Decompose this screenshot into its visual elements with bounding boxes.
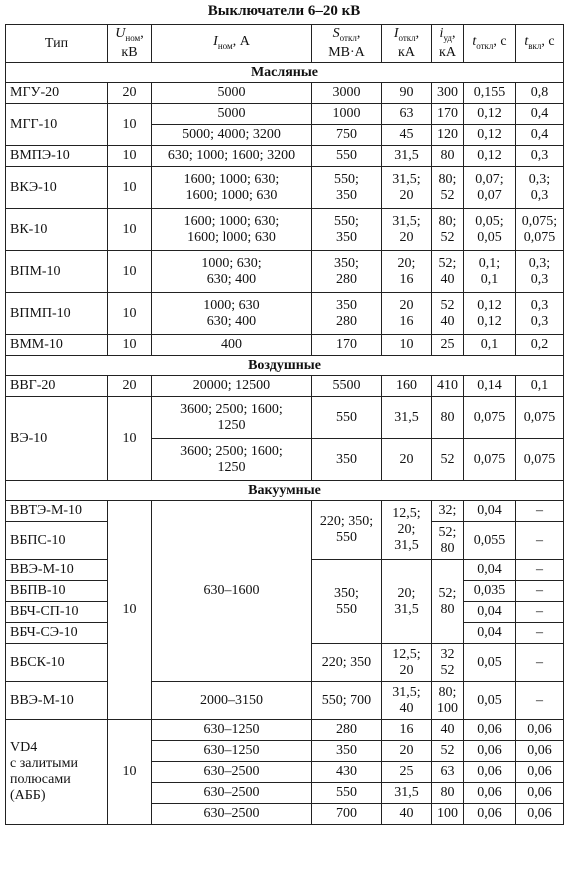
table-row: ВЭ-10 10 3600; 2500; 1600; 1250 550 31,5 80 0,075 0,075	[6, 397, 564, 439]
table-title: Выключатели 6–20 кВ	[207, 3, 361, 19]
section-air: Воздушные	[6, 356, 564, 376]
table-row: ВММ-10 10 400 170 10 25 0,1 0,2	[6, 335, 564, 356]
table-row: ВБПВ-10 0,035 –	[6, 581, 564, 602]
header-sotkl: $S_{откл}$, МВ·А	[312, 25, 382, 63]
header-iotkl: $I_{откл}$, кА	[382, 25, 432, 63]
header-iud: $i_{уд}$, кА	[432, 25, 464, 63]
table-row: 630–2500 430 25 63 0,06 0,06	[6, 762, 564, 783]
table-row: ВМПЭ-10 10 630; 1000; 1600; 3200 550 31,5 80 0,12 0,3	[6, 146, 564, 167]
table-row: МГУ-20 20 5000 3000 90 300 0,155 0,8	[6, 83, 564, 104]
table-row: 5000; 4000; 3200 750 45 120 0,12 0,4	[6, 125, 564, 146]
table-row: ВБЧ-СЭ-10 0,04 –	[6, 623, 564, 644]
table-row: ВВЭ-М-10 350; 550 20; 31,5 52; 80 0,04 –	[6, 560, 564, 581]
table-row: ВПМ-10 10 1000; 630; 630; 400 350; 280 20; 16 52; 40 0,1; 0,1 0,3; 0,3	[6, 251, 564, 293]
table-row: ВБСК-10 220; 350 12,5; 20 32 52 0,05 –	[6, 644, 564, 682]
header-tvkl: $t_{вкл}$, с	[516, 25, 564, 63]
header-totkl: $t_{откл}$, с	[464, 25, 516, 63]
table-row: 3600; 2500; 1600; 1250 350 20 52 0,075 0,075	[6, 439, 564, 481]
table-row: ВВЭ-М-10 2000–3150 550; 700 31,5; 40 80; 100 0,05 –	[6, 682, 564, 720]
table-row: ВБЧ-СП-10 0,04 –	[6, 602, 564, 623]
header-type: Тип	[6, 25, 108, 63]
header-inom: $I_{ном}$, А	[152, 25, 312, 63]
table-row: ВВТЭ-М-10 10 630–1600 220; 350; 550 12,5; 20; 31,5 32; 0,04 –	[6, 501, 564, 522]
table-row: 630–1250 350 20 52 0,06 0,06	[6, 741, 564, 762]
table-row: ВК-10 10 1600; 1000; 630; 1600; l000; 630 550; 350 31,5; 20 80; 52 0,05; 0,05 0,075; 0,075	[6, 209, 564, 251]
table-row: 630–2500 700 40 100 0,06 0,06	[6, 804, 564, 825]
section-oil: Масляные	[6, 63, 564, 83]
table-row: ВВГ-20 20 20000; 12500 5500 160 410 0,14 0,1	[6, 376, 564, 397]
breakers-table	[5, 24, 564, 825]
table-row: МГГ-10 10 5000 1000 63 170 0,12 0,4	[6, 104, 564, 125]
header-unom: $U_{ном}$, кВ	[108, 25, 152, 63]
table-row: ВБПС-10 52; 80 0,055 –	[6, 522, 564, 560]
table-row: ВПМП-10 10 1000; 630 630; 400 350 280 20 16 52 40 0,12 0,12 0,3 0,3	[6, 293, 564, 335]
section-vacuum: Вакуумные	[6, 481, 564, 501]
header-row	[6, 25, 564, 63]
table-row: VD4 с залитыми полюсами (АББ) 10 630–1250 280 16 40 0,06 0,06	[6, 720, 564, 741]
table-row: 630–2500 550 31,5 80 0,06 0,06	[6, 783, 564, 804]
table-row: ВКЭ-10 10 1600; 1000; 630; 1600; 1000; 630 550; 350 31,5; 20 80; 52 0,07; 0,07 0,3; 0,3	[6, 167, 564, 209]
vd4-type: VD4 с залитыми полюсами (АББ)	[6, 720, 108, 825]
